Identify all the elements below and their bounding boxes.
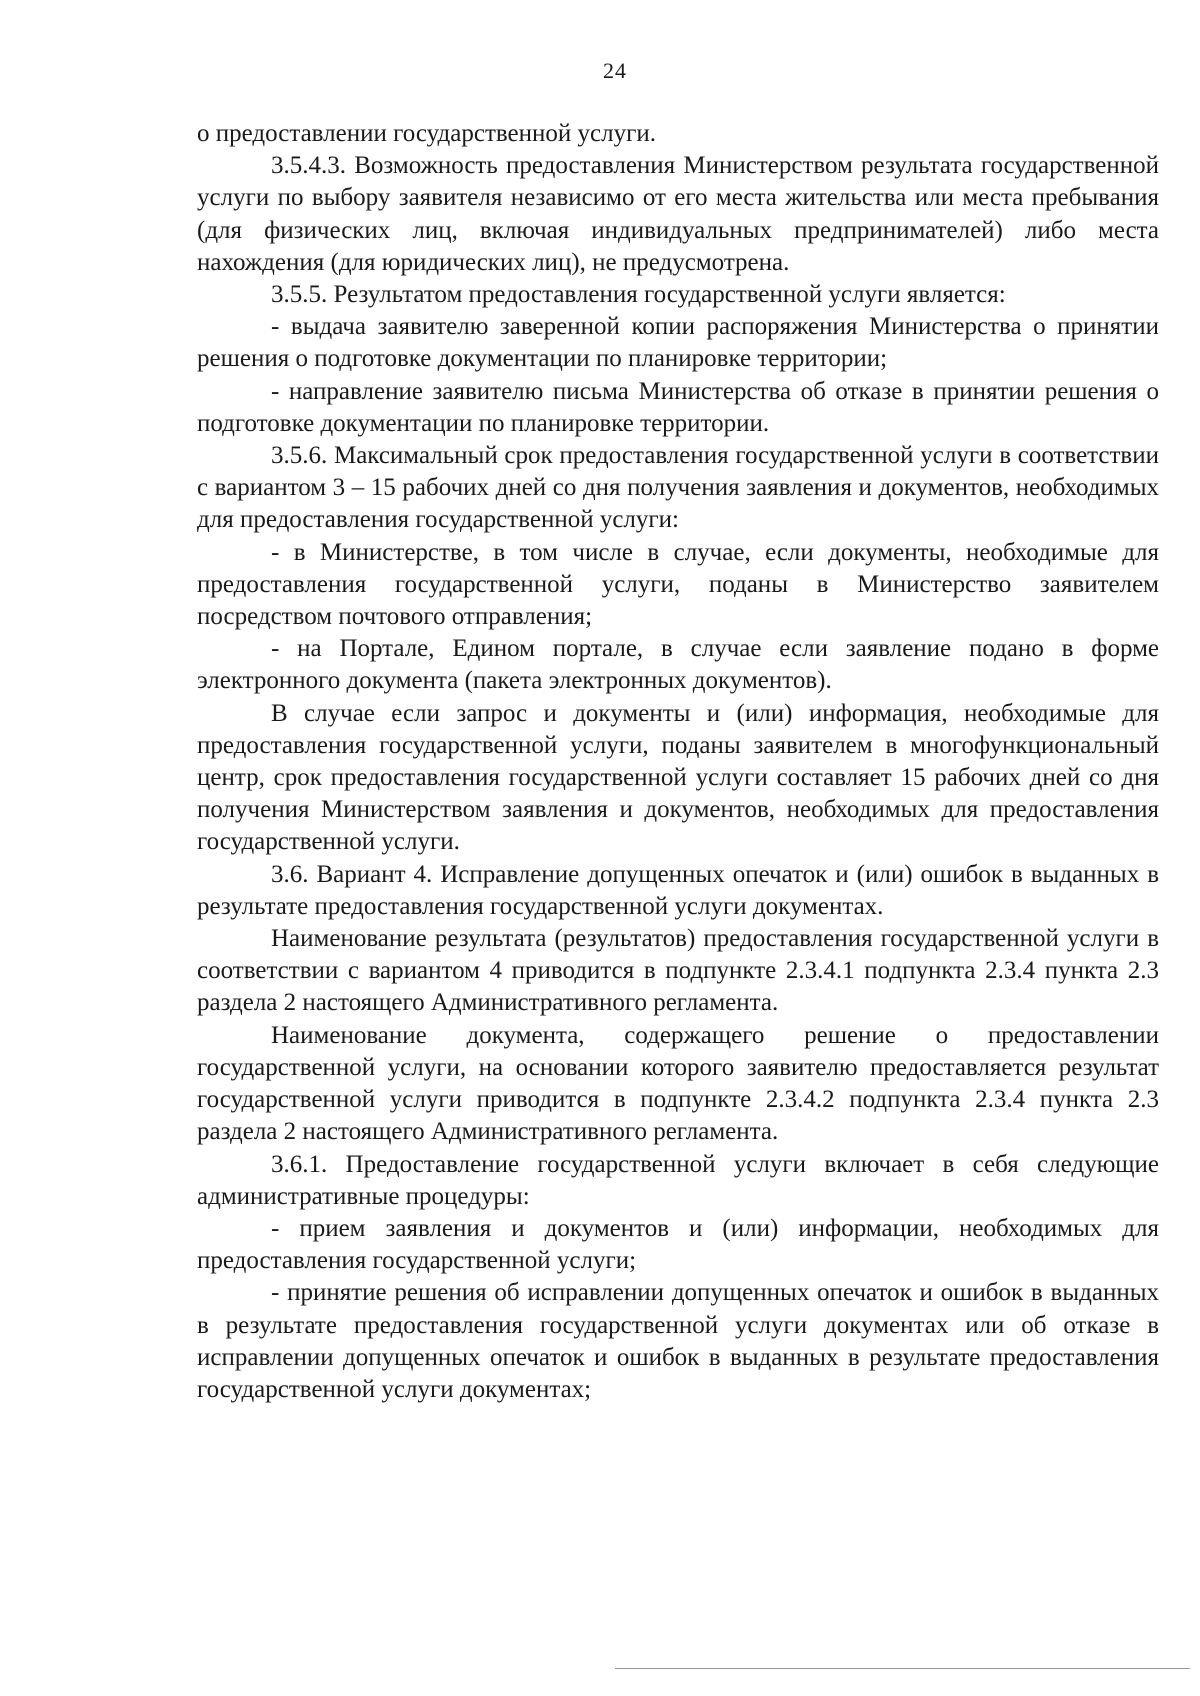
page-number: 24 [603,58,627,83]
paragraph-continuation: о предоставлении государственной услуги. [197,120,656,147]
paragraph-3-5-5: 3.5.5. Результатом предоставления государственной услуги является: [271,281,1006,309]
list-item-reception: - прием заявления и документов и (или) информации, необходимых для предоставления государственной услуги; [197,1214,1159,1275]
paragraph-result-name: Наименование результата (результатов) предоставления государственной услуги в соответствии с вариантом 4 приводится в подпункте 2.3.4.1 подпункта 2.3.4 пункта 2.3 раздела 2 настоящего Административного регламента. [197,925,1159,1017]
paragraph-3-5-4-3: 3.5.4.3. Возможность предоставления Министерством результата государственной услуги по выбору заявителя независимо от его места жительства или места пребывания (для физических лиц, включая индивидуальных предпринимателей) либо места нахождения (для юридических лиц), не предусмотрена. [197,152,1159,276]
paragraph-3-6-1: 3.6.1. Предоставление государственной услуги включает в себя следующие административные процедуры: [197,1150,1159,1210]
paragraph-3-6: 3.6. Вариант 4. Исправление допущенных опечаток и (или) ошибок в выданных в результате предоставления государственной услуги документах. [197,860,1159,920]
list-item-ministry: - в Министерстве, в том числе в случае, если документы, необходимые для предоставления государственной услуги, поданы в Министерство заявителем посредством почтового отправления; [197,538,1159,631]
paragraph-mfc-term: В случае если запрос и документы и (или) информация, необходимые для предоставления государственной услуги, поданы заявителем в многофункциональный центр, срок предоставления государственной услуги составляет 15 рабочих дней со дня получения Министерством заявления и документов, необходимых для предоставления государственной услуги. [197,699,1159,856]
paragraph-decision-document: Наименование документа, содержащего решение о предоставлении государственной услуги, на основании которого заявителю предоставляется результат государственной услуги приводится в подпункте 2.3.4.2 подпункта 2.3.4 пункта 2.3 раздела 2 настоящего Административного регламента. [197,1021,1159,1146]
list-item-decision: - принятие решения об исправлении допущенных опечаток и ошибок в выданных в результате предоставления государственной услуги документах или об отказе в исправлении допущенных опечаток и ошибок в выданных в результате предоставления государственной услуги документах; [197,1279,1159,1403]
list-item-portal: - на Портале, Едином портале, в случае если заявление подано в форме электронного документа (пакета электронных документов). [197,635,1159,695]
paragraph-3-5-6: 3.5.6. Максимальный срок предоставления государственной услуги в соответствии с вариантом 3 – 15 рабочих дней со дня получения заявления и документов, необходимых для предоставления государственной услуги: [197,442,1159,534]
footer-divider [615,1668,1190,1669]
list-item-refusal-letter: - направление заявителю письма Министерства об отказе в принятии решения о подготовке документации по планировке территории. [197,377,1159,437]
list-item-copy-order: - выдача заявителю заверенной копии распоряжения Министерства о принятии решения о подготовке документации по планировке территории; [197,313,1159,373]
document-body [197,118,1159,1406]
